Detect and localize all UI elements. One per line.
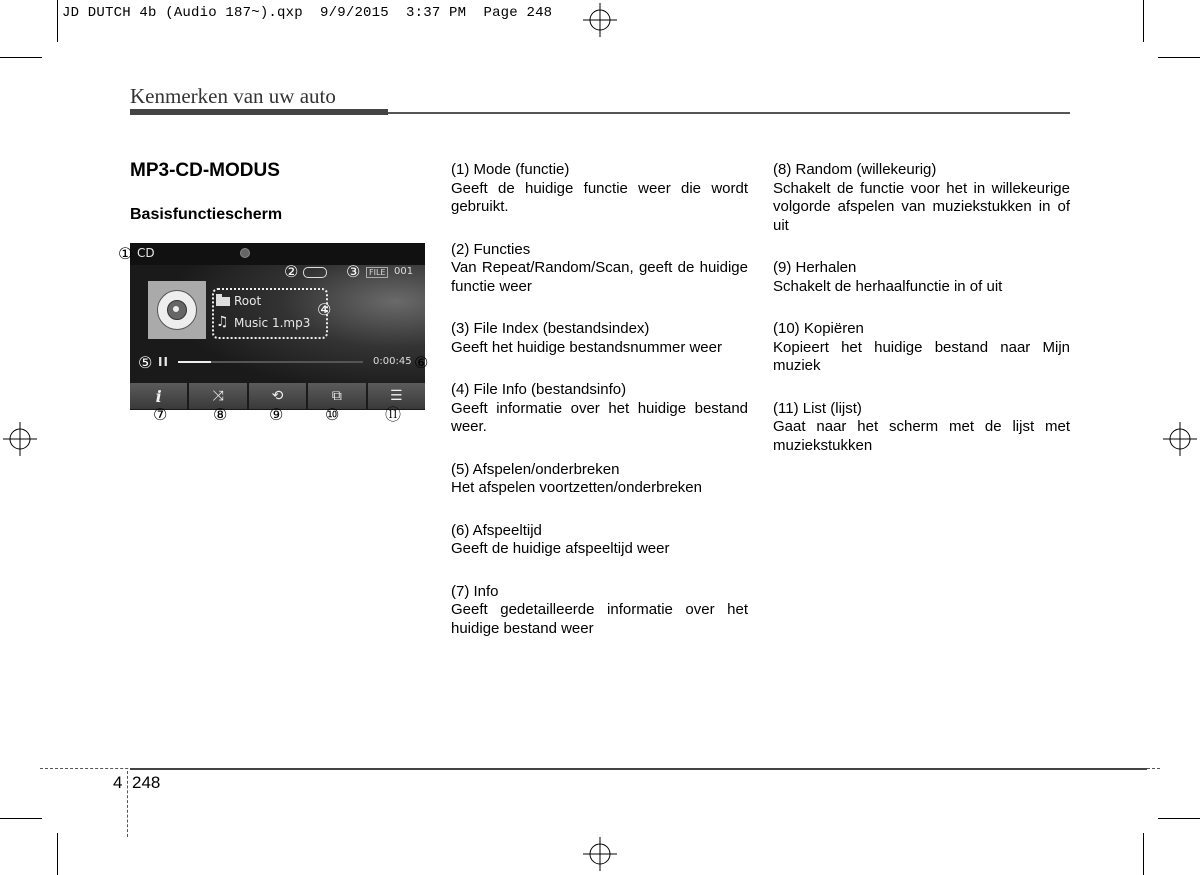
item-description: Geeft de huidige afspeeltijd weer: [451, 540, 670, 557]
list-icon: ☰: [390, 388, 403, 404]
page-number: 248: [132, 773, 161, 792]
copy-icon: ⧉: [331, 388, 342, 404]
progress-bar[interactable]: [178, 361, 363, 363]
item-functions: [451, 241, 748, 297]
crop-mark: [57, 0, 58, 42]
item-description: Schakelt de functie voor het in willekeurige volgorde afspelen van muziekstukken in of uit: [773, 179, 1070, 234]
callout-2: ②: [284, 262, 299, 281]
print-slug: JD DUTCH 4b (Audio 187~).qxp 9/9/2015 3:37 PM Page 248: [62, 5, 553, 21]
file-index-label: FILE: [366, 267, 388, 278]
item-description: Geeft het huidige bestandsnummer weer: [451, 338, 722, 356]
item-description: Van Repeat/Random/Scan, geeft de huidige functie weer: [451, 259, 748, 295]
callout-4: ④: [317, 300, 332, 319]
progress-fill: [178, 361, 211, 363]
file-index-number: 001: [394, 266, 414, 277]
repeat-mode-indicator-icon: [303, 267, 327, 278]
footer-rule: [130, 768, 1147, 770]
crop-mark: [1143, 0, 1144, 42]
info-icon: i: [155, 386, 162, 406]
file-info-box: [212, 288, 328, 339]
item-heading: (3) File Index (bestandsindex): [451, 320, 650, 337]
callout-3: ③: [346, 262, 361, 281]
item-heading: (6) Afspeeltijd: [451, 521, 542, 539]
callout-7: ⑦: [153, 405, 168, 424]
registration-mark-icon: [583, 837, 617, 871]
item-file-info: [451, 381, 748, 437]
description-column-1: [451, 161, 748, 662]
section-title: MP3-CD-MODUS: [130, 160, 280, 181]
item-description: Geeft gedetailleerde informatie over het huidige bestand weer: [451, 601, 748, 637]
running-header: Kenmerken van uw auto: [130, 84, 336, 108]
sub-title: Basisfunctiescherm: [130, 206, 283, 223]
repeat-icon: ⟲: [271, 388, 284, 404]
cd-disc-icon: [157, 290, 197, 330]
crop-mark: [1158, 818, 1200, 819]
crop-mark: [0, 818, 42, 819]
crop-mark: [1158, 57, 1200, 58]
item-description: Geeft de huidige functie weer die wordt gebruikt.: [451, 179, 748, 215]
item-heading: (7) Info: [451, 582, 499, 600]
item-description: Geeft informatie over het huidige bestand weer.: [451, 399, 748, 435]
callout-1: ①: [118, 244, 133, 263]
crop-mark: [1143, 833, 1144, 875]
callout-8: ⑧: [213, 405, 228, 424]
header-rule-accent: [130, 109, 388, 115]
item-heading: (4) File Info (bestandsinfo): [451, 381, 627, 398]
item-description: Gaat naar het scherm met de lijst met muziekstukken: [773, 418, 1070, 454]
item-list: [773, 400, 1070, 456]
track-name: Music 1.mp3: [234, 316, 311, 330]
item-heading: (11) List (lijst): [773, 399, 862, 417]
item-description: Schakelt de herhaalfunctie in of uit: [773, 277, 1003, 295]
item-heading: (8) Random (willekeurig): [773, 161, 937, 178]
item-description: Kopieert het huidige bestand naar Mijn muziek: [773, 338, 1070, 374]
folder-icon: [216, 297, 230, 306]
callout-6: ⑥: [414, 353, 429, 372]
item-info: [451, 583, 748, 639]
item-heading: (9) Herhalen: [773, 259, 857, 276]
item-play-pause: [451, 461, 748, 498]
item-mode: [451, 161, 748, 217]
screen-status-bar: [130, 243, 425, 265]
crop-mark: [57, 833, 58, 875]
album-art: [148, 281, 206, 339]
item-heading: (5) Afspelen/onderbreken: [451, 460, 620, 478]
item-random: [773, 161, 1070, 235]
play-time: 0:00:45: [373, 356, 412, 367]
shuffle-icon: ⤨: [212, 388, 224, 404]
callout-11: ⑪: [385, 405, 402, 424]
item-file-index: [451, 320, 748, 357]
folder-name: Root: [234, 294, 262, 308]
item-copy: [773, 320, 1070, 376]
item-heading: (10) Kopiëren: [773, 320, 864, 337]
registration-mark-icon: [3, 422, 37, 456]
item-heading: (2) Functies: [451, 240, 531, 258]
description-column-2: [773, 161, 1070, 479]
item-repeat: [773, 259, 1070, 296]
item-description: Het afspelen voortzetten/onderbreken: [451, 479, 702, 496]
crop-mark: [0, 57, 42, 58]
footer-vertical-rule: [127, 771, 128, 837]
callout-5: ⑤: [138, 353, 153, 372]
music-note-icon: ♫: [216, 314, 229, 330]
callout-9: ⑨: [269, 405, 284, 424]
chapter-number: 4: [113, 773, 123, 792]
callout-10: ⑩: [325, 405, 340, 424]
pause-icon[interactable]: II: [158, 355, 169, 369]
registration-mark-icon: [1163, 422, 1197, 456]
registration-mark-icon: [583, 3, 617, 37]
head-unit-screen: [130, 243, 425, 410]
item-play-time: [451, 522, 748, 559]
mode-label: CD: [137, 246, 155, 260]
disc-indicator-icon: [240, 248, 250, 258]
item-heading: (1) Mode (functie): [451, 161, 570, 178]
